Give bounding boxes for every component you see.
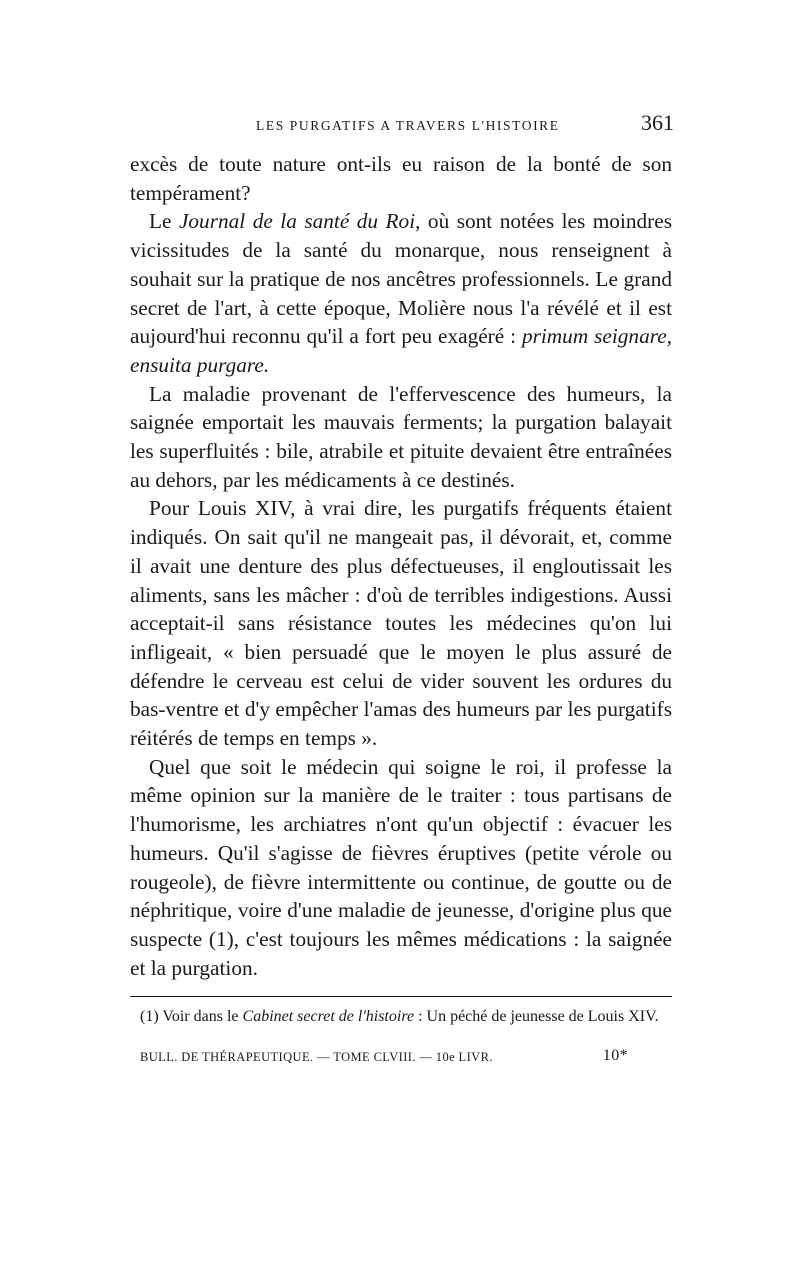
- paragraph: [130, 753, 672, 983]
- running-title: LES PURGATIFS A TRAVERS L'HISTOIRE: [256, 118, 560, 133]
- paragraph-text: Pour Louis XIV, à vrai dire, les purgatifs fréquents étaient indiqués. On sait qu'il ne mangeait pas, il dévorait, et, comme il avait une denture des plus défectueuses, il engloutissait les aliments, sans les mâcher : d'où de terribles indigestions. Aussi acceptait-il sans résistance toutes les médecines qu'on lui infligeait, « bien persuadé que le moyen le plus assuré de défendre le cerveau est celui de vider souvent les ordures du bas-ventre et d'y empêcher l'amas des humeurs par les purgatifs réitérés de temps en temps ».: [130, 496, 672, 751]
- paragraph-text: excès de toute nature ont-ils eu raison de la bonté de son tempérament?: [130, 152, 672, 205]
- paragraph: [130, 207, 672, 379]
- paragraph-text: Le: [149, 209, 179, 234]
- paragraph: [130, 380, 672, 495]
- paragraph-text: La maladie provenant de l'effervescence des humeurs, la saignée emportait les mauvais ferments; la purgation balayait les superfluités : bile, atrabile et pituite devaient être entraînées au dehors, par les médicaments à ce destinés.: [130, 381, 672, 492]
- page-number: 361: [641, 110, 674, 135]
- footnote-text: : Un péché de jeunesse de Louis XIV.: [414, 1008, 659, 1026]
- paragraph-text: , où sont notées les moindres vicissitudes de la santé du monarque, nous renseignent à souhait sur la pratique de nos ancêtres professionnels. Le grand secret de l'art, à cette époque, Molière nous l'a révélé et il est aujourd'hui reconnu qu'il a fort peu exagéré :: [130, 209, 672, 349]
- italic-text: Journal de la santé du Roi: [178, 209, 416, 234]
- paragraph: [130, 150, 672, 207]
- footnote-text: (1) Voir dans le: [140, 1008, 243, 1026]
- signature-mark: BULL. DE THÉRAPEUTIQUE. — TOME CLVIII. — 10e LIVR.: [140, 1050, 493, 1065]
- book-page: [130, 112, 672, 1069]
- signature-line: [130, 1047, 672, 1069]
- italic-text: primum seignare, ensuita purgare.: [130, 324, 672, 377]
- footnote-italic-text: Cabinet secret de l'histoire: [242, 1008, 415, 1026]
- footnote-divider: [130, 996, 672, 997]
- sheet-number: 10*: [602, 1047, 628, 1065]
- running-head: [130, 112, 672, 142]
- paragraph: [130, 494, 672, 752]
- footnote: [130, 1007, 672, 1026]
- paragraph-text: Quel que soit le médecin qui soigne le roi, il professe la même opinion sur la manière de le traiter : tous partisans de l'humorisme, les archiatres n'ont qu'un objectif : évacuer les humeurs. Qu'il s'agisse de fièvres éruptives (petite vérole ou rougeole), de fièvre intermittente ou continue, de goutte ou de néphritique, voire d'une maladie de jeunesse, d'origine plus que suspecte (1), c'est toujours les mêmes médications : la saignée et la purgation.: [130, 754, 672, 980]
- body-text: [130, 150, 672, 982]
